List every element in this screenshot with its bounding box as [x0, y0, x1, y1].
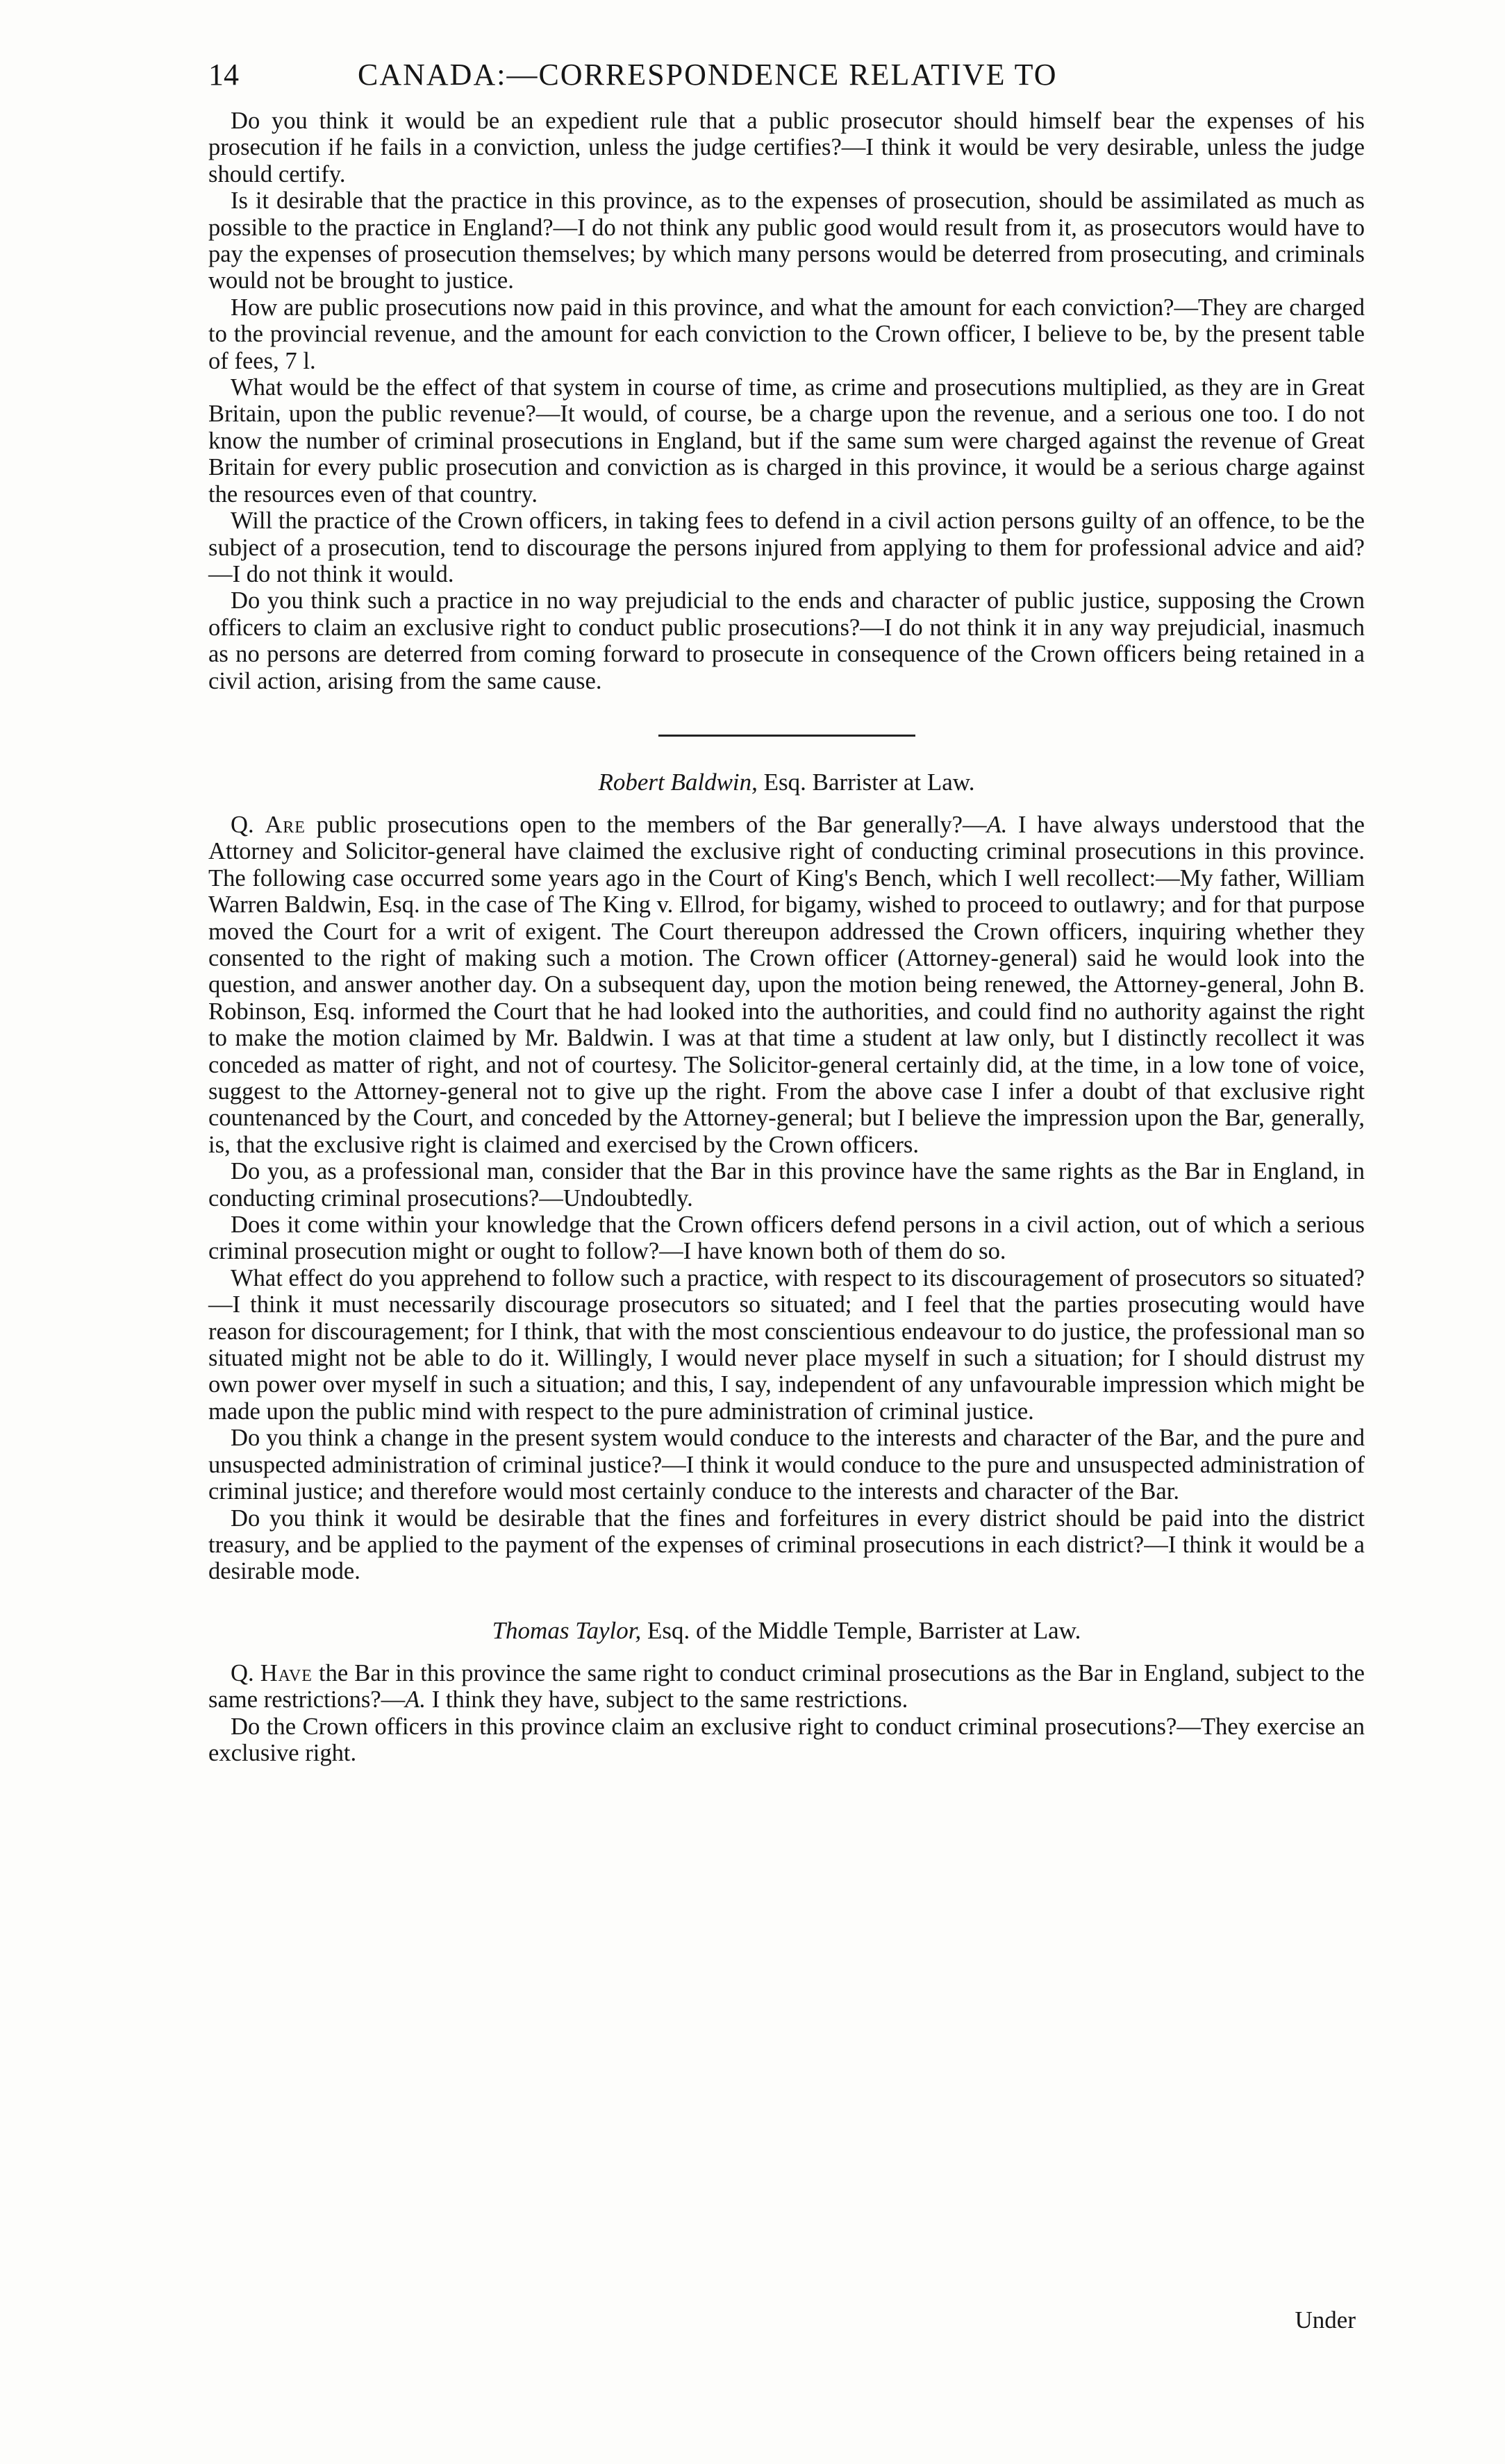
- catchword: Under: [1295, 2306, 1356, 2333]
- question-marker: Q.: [231, 1659, 254, 1686]
- paragraph: What would be the effect of that system in course of time, as crime and prosecutions multiplied, as they are in Great Britain, upon the public revenue?—It would, of course, be a charge upon the revenue, and a serious one too. I do not know the number of criminal prosecutions in England, but if the same sum were charged against the revenue of Great Britain for every public prosecution and conviction as is charged in this province, it would be a serious charge against the resources even of that country.: [208, 374, 1365, 508]
- paragraph: [208, 812, 1365, 1158]
- question-text: the Bar in this province the same right to conduct criminal prosecutions as the Bar in England, subject to the same restrictions?—: [208, 1659, 1365, 1713]
- section-divider: [658, 735, 915, 737]
- answer-marker: A.: [405, 1686, 426, 1713]
- opening-word: Are: [265, 811, 306, 838]
- witness-heading: [208, 1617, 1365, 1645]
- running-title: CANADA:—CORRESPONDENCE RELATIVE TO: [358, 58, 1058, 92]
- question-text: public prosecutions open to the members of the Bar generally?—: [305, 811, 987, 838]
- paragraph: Do you think it would be an expedient rule that a public prosecutor should himself bear the expenses of his prosecution if he fails in a conviction, unless the judge certifies?—I think it would be very desirable, unless the judge should certify.: [208, 108, 1365, 187]
- answer-text: I think they have, subject to the same restrictions.: [426, 1686, 908, 1713]
- witness-name: Thomas Taylor,: [492, 1616, 642, 1644]
- section-unnamed-witness: [208, 108, 1365, 694]
- paragraph: Is it desirable that the practice in this province, as to the expenses of prosecution, should be assimilated as much as possible to the practice in England?—I do not think any public good would result from it, as prosecutors would have to pay the expenses of prosecution themselves; by which many persons would be deterred from prosecuting, and criminals would not be brought to justice.: [208, 187, 1365, 294]
- body-text: [208, 108, 1365, 1766]
- question-marker: Q.: [231, 811, 254, 838]
- page-number: 14: [208, 58, 239, 92]
- paragraph: Do you, as a professional man, consider that the Bar in this province have the same rights as the Bar in England, in conducting criminal prosecutions?—Undoubtedly.: [208, 1158, 1365, 1212]
- opening-word: Have: [260, 1659, 313, 1686]
- paragraph: [208, 1660, 1365, 1713]
- paragraph: How are public prosecutions now paid in this province, and what the amount for each conviction?—They are charged to the provincial revenue, and the amount for each conviction to the Crown officer, I believe to be, by the present table of fees, 7 l.: [208, 294, 1365, 374]
- witness-title: Esq. of the Middle Temple, Barrister at Law.: [641, 1616, 1081, 1644]
- paragraph: Do you think such a practice in no way prejudicial to the ends and character of public justice, supposing the Crown officers to claim an exclusive right to conduct public prosecutions?—I do not think it in any way prejudicial, inasmuch as no persons are deterred from coming forward to prosecute in consequence of the Crown officers being retained in a civil action, arising from the same cause.: [208, 587, 1365, 694]
- section-robert-baldwin: [208, 769, 1365, 1585]
- section-thomas-taylor: [208, 1617, 1365, 1767]
- witness-name: Robert Baldwin,: [598, 768, 758, 796]
- witness-heading: [208, 769, 1365, 796]
- answer-text: I have always understood that the Attorney and Solicitor-general have claimed the exclusive right of conducting criminal prosecutions in this province. The following case occurred some years ago in the Court of King's Bench, which I well recollect:—My father, William Warren Baldwin, Esq. in the case of The King v. Ellrod, for bigamy, wished to proceed to outlawry; and for that purpose moved the Court for a writ of exigent. The Court thereupon addressed the Crown officers, inquiring whether they consented to the right of making such a motion. The Crown officer (Attorney-general) said he would look into the question, and answer another day. On a subsequent day, upon the motion being renewed, the Attorney-general, John B. Robinson, Esq. informed the Court that he had looked into the authorities, and could find no authority against the right to make the motion claimed by Mr. Baldwin. I was at that time a student at law only, but I distinctly recollect it was conceded as matter of right, and not of courtesy. The Solicitor-general certainly did, at the time, in a low tone of voice, suggest to the Attorney-general not to give up the right. From the above case I infer a doubt of that exclusive right countenanced by the Court, and conceded by the Attorney-general; but I believe the impression upon the Bar, generally, is, that the exclusive right is claimed and exercised by the Crown officers.: [208, 811, 1365, 1158]
- paragraph: What effect do you apprehend to follow such a practice, with respect to its discouragement of prosecutors so situated?—I think it must necessarily discourage prosecutors so situated; and I feel that the parties prosecuting would have reason for discouragement; for I think, that with the most conscientious endeavour to do justice, the professional man so situated might not be able to do it. Willingly, I would never place myself in such a situation; for I should distrust my own power over myself in such a situation; and this, I say, independent of any unfavourable impression which might be made upon the public mind with respect to the pure administration of criminal justice.: [208, 1264, 1365, 1425]
- paragraph: Do you think a change in the present system would conduce to the interests and character of the Bar, and the pure and unsuspected administration of criminal justice?—I think it would conduce to the pure and unsuspected administration of criminal justice; and therefore would most certainly conduce to the interests and character of the Bar.: [208, 1425, 1365, 1505]
- paragraph: Do you think it would be desirable that the fines and forfeitures in every district should be paid into the district treasury, and be applied to the payment of the expenses of criminal prosecutions in each district?—I think it would be a desirable mode.: [208, 1505, 1365, 1585]
- section-gap: [208, 1585, 1365, 1617]
- paragraph: Does it come within your knowledge that the Crown officers defend persons in a civil action, out of which a serious criminal prosecution might or ought to follow?—I have known both of them do so.: [208, 1212, 1365, 1265]
- answer-marker: A.: [986, 811, 1008, 838]
- witness-title: Esq. Barrister at Law.: [757, 768, 975, 796]
- page-header: [208, 57, 1375, 99]
- paragraph: Will the practice of the Crown officers, in taking fees to defend in a civil action persons guilty of an offence, to be the subject of a prosecution, tend to discourage the persons injured from applying to them for professional advice and aid?—I do not think it would.: [208, 508, 1365, 587]
- paragraph: Do the Crown officers in this province claim an exclusive right to conduct criminal prosecutions?—They exercise an exclusive right.: [208, 1713, 1365, 1766]
